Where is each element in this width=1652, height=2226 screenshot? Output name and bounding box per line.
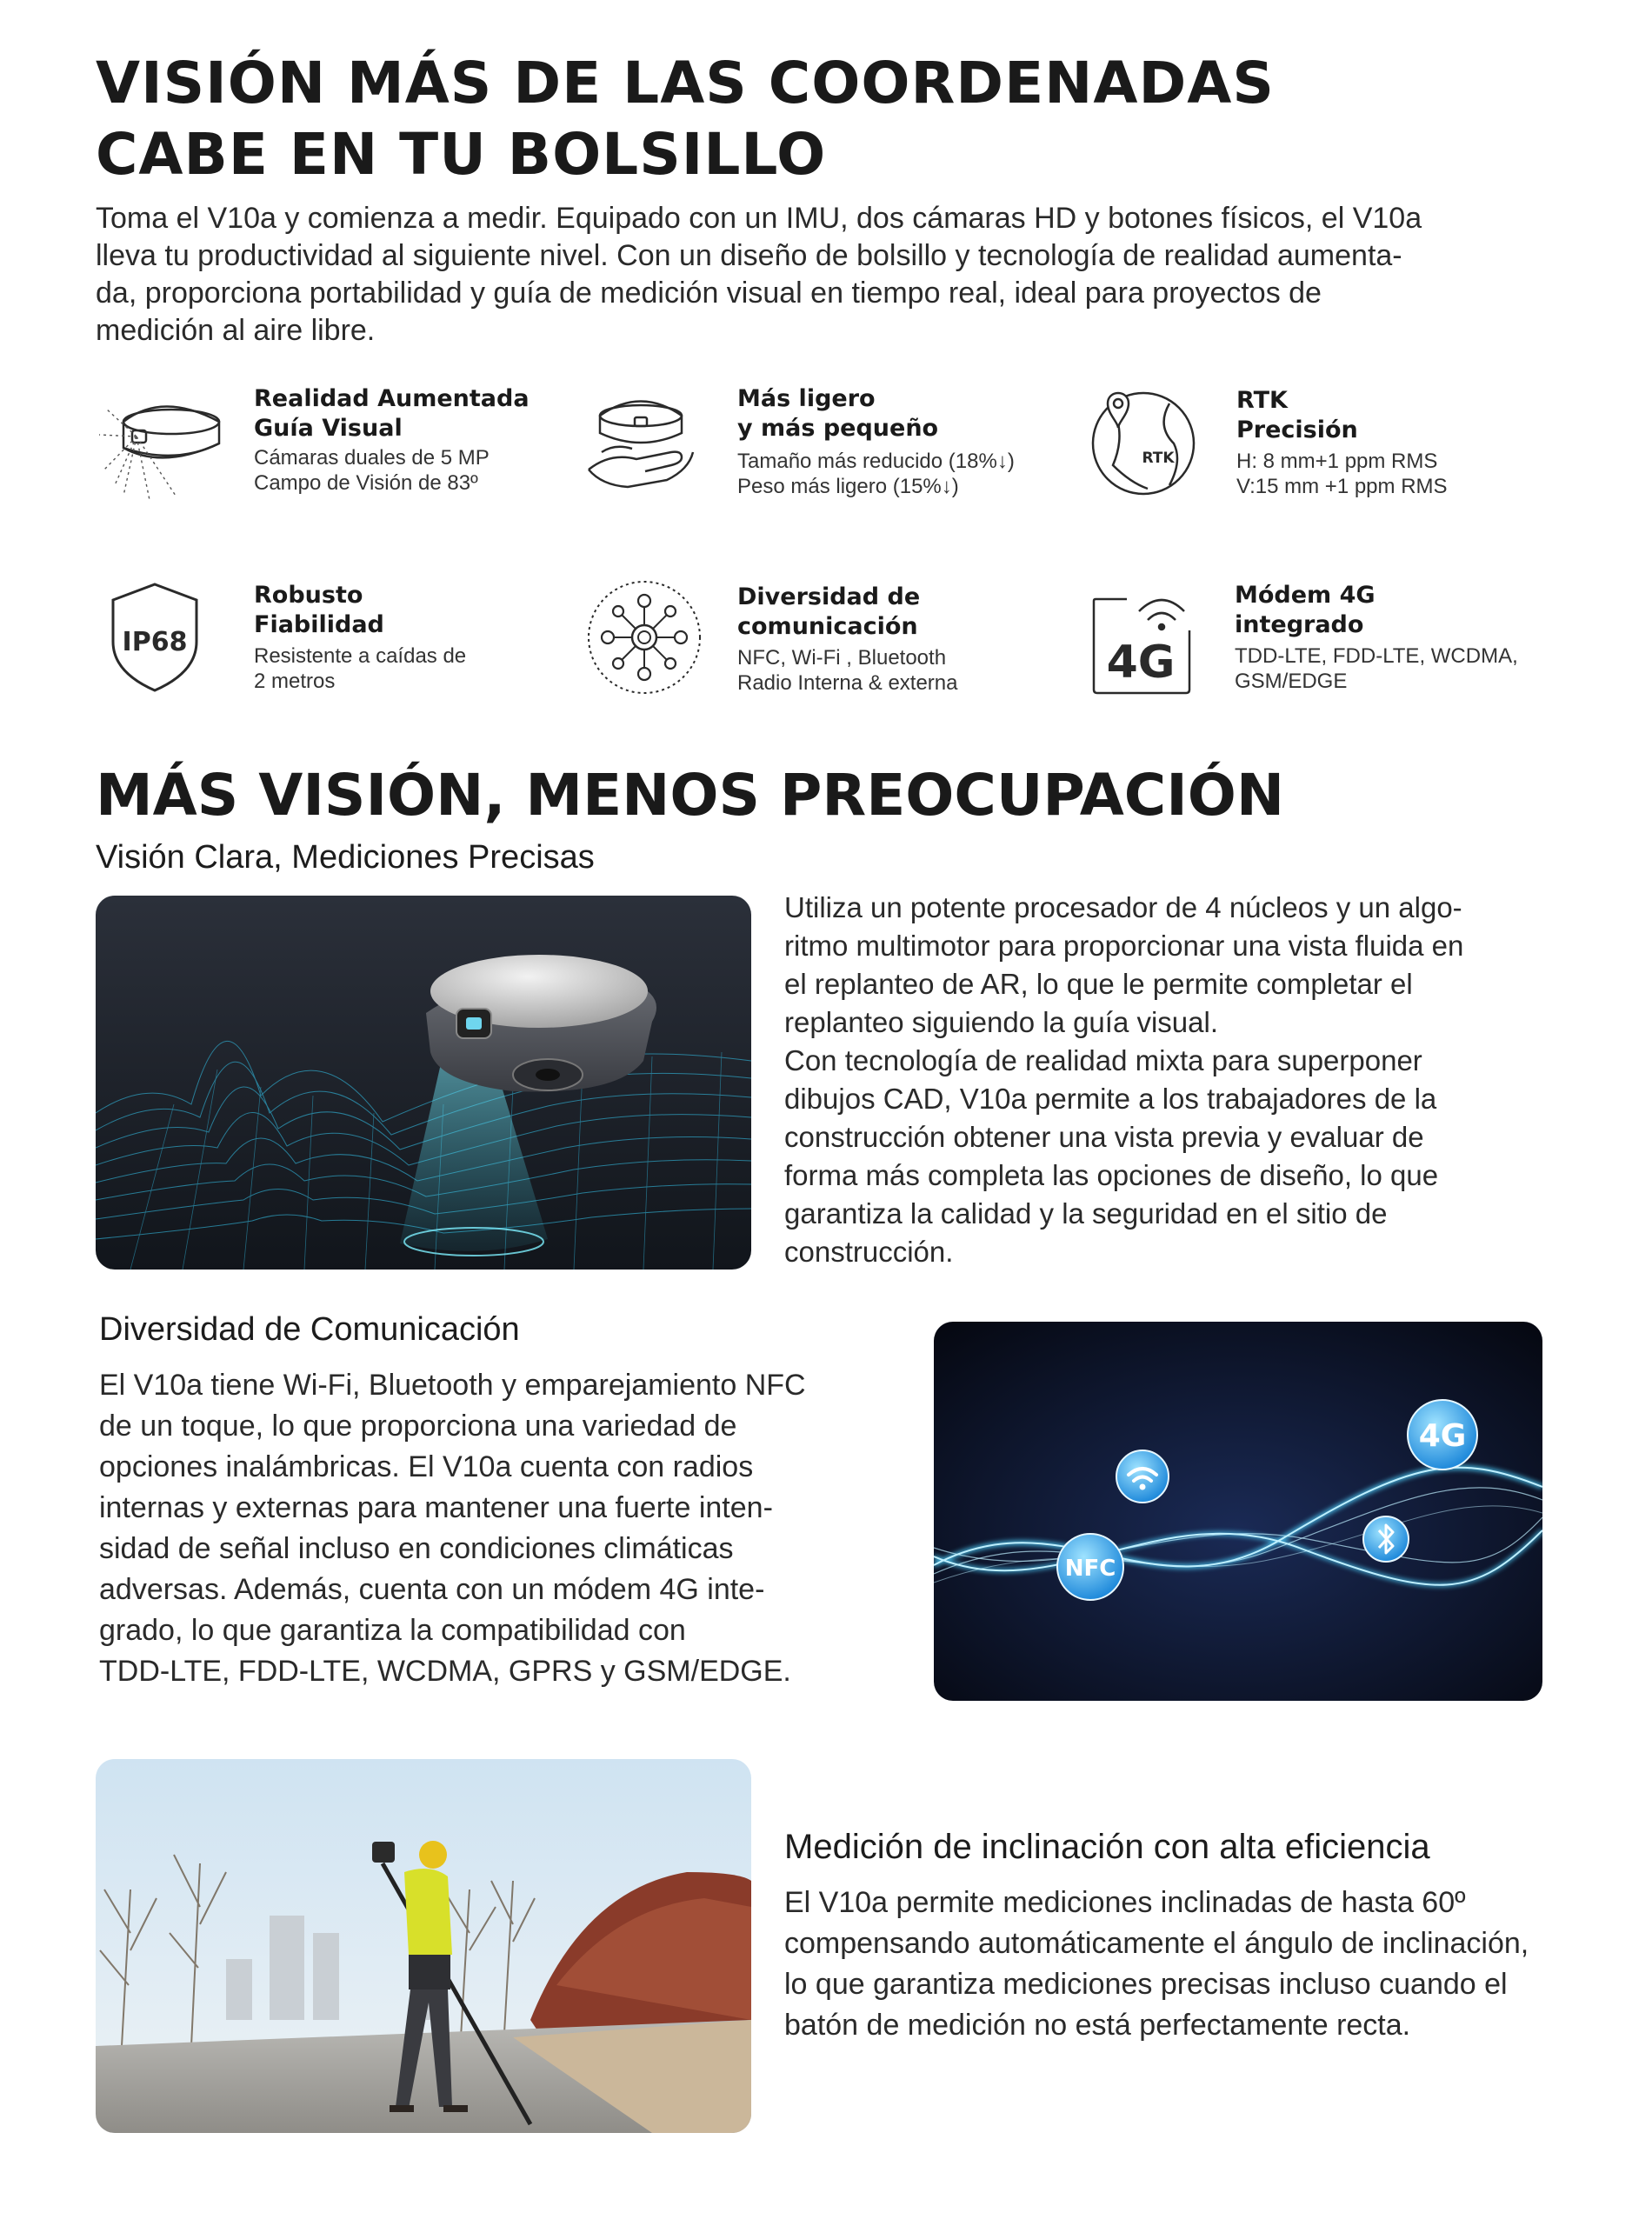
intro-line: Toma el V10a y comienza a medir. Equipado con un IMU, dos cámaras HD y botones físicos, el V10a <box>96 202 1422 235</box>
feature-detail: Tamaño más reducido (18%↓) <box>737 450 1015 473</box>
comm-paragraph <box>99 1365 882 1692</box>
page-title-line-2: CABE EN TU BOLSILLO <box>96 121 827 188</box>
section-title: MÁS VISIÓN, MENOS PREOCUPACIÓN <box>96 762 1285 829</box>
section-subtitle: Visión Clara, Mediciones Precisas <box>96 839 595 876</box>
feature-communication <box>737 583 958 696</box>
vision-line: construcción obtener una vista previa y evaluar de <box>784 1121 1424 1153</box>
feature-detail: NFC, Wi-Fi , Bluetooth <box>737 646 947 670</box>
feature-rtk <box>1236 386 1448 499</box>
feature-detail: Campo de Visión de 83º <box>254 471 478 495</box>
vision-line: garantiza la calidad y la seguridad en el sitio de <box>784 1197 1388 1230</box>
feature-detail: Radio Interna & externa <box>737 671 958 695</box>
comm-line: opciones inalámbricas. El V10a cuenta con radios <box>99 1450 754 1483</box>
feature-title: Realidad Aumentada <box>254 385 530 412</box>
feature-robust <box>254 581 466 694</box>
feature-detail: Cámaras duales de 5 MP <box>254 446 490 470</box>
tilt-section-title: Medición de inclinación con alta eficiencia <box>784 1828 1430 1866</box>
feature-title: Diversidad de <box>737 583 921 610</box>
feature-title: integrado <box>1235 611 1364 638</box>
feature-title: Más ligero <box>737 385 876 412</box>
hand-device-icon <box>584 383 697 500</box>
feature-title: Robusto <box>254 582 363 609</box>
svg-text:RTK: RTK <box>1142 450 1175 467</box>
svg-text:4G: 4G <box>1106 636 1176 689</box>
rtk-globe-icon <box>1087 383 1200 500</box>
feature-detail: V:15 mm +1 ppm RMS <box>1236 475 1448 498</box>
ar-camera-icon <box>97 383 228 504</box>
feature-title: y más pequeño <box>737 415 939 442</box>
tilt-line: batón de medición no está perfectamente recta. <box>784 2009 1411 2042</box>
network-nodes-icon <box>585 578 703 696</box>
feature-title: Módem 4G <box>1235 582 1376 609</box>
feature-detail: 2 metros <box>254 670 336 693</box>
comm-line: internas y externas para mantener una fuerte inten- <box>99 1491 773 1524</box>
feature-detail: H: 8 mm+1 ppm RMS <box>1236 450 1438 473</box>
ar-stakeout-image <box>96 896 751 1270</box>
vision-line: ritmo multimotor para proporcionar una vista fluida en <box>784 930 1464 962</box>
vision-line: dibujos CAD, V10a permite a los trabajadores de la <box>784 1083 1437 1115</box>
page-title-line-1: VISIÓN MÁS DE LAS COORDENADAS <box>96 50 1275 117</box>
4g-modem-icon <box>1090 587 1193 696</box>
feature-title: Fiabilidad <box>254 611 384 638</box>
vision-line: el replanteo de AR, lo que le permite completar el <box>784 968 1413 1000</box>
feature-detail: Resistente a caídas de <box>254 644 467 668</box>
tilt-line: lo que garantiza mediciones precisas incluso cuando el <box>784 1968 1508 2001</box>
intro-line: lleva tu productividad al siguiente nivel. Con un diseño de bolsillo y tecnología de realidad aumenta- <box>96 239 1402 272</box>
svg-text:NFC: NFC <box>1064 1556 1116 1582</box>
comm-line: TDD-LTE, FDD-LTE, WCDMA, GPRS y GSM/EDGE. <box>99 1655 791 1688</box>
svg-text:IP68: IP68 <box>122 627 188 657</box>
feature-title: comunicación <box>737 613 918 640</box>
vision-line: construcción. <box>784 1236 954 1268</box>
vision-line: Utiliza un potente procesador de 4 núcleos y un algo- <box>784 891 1462 923</box>
feature-lighter <box>737 384 1015 499</box>
feature-title: Precisión <box>1236 417 1358 443</box>
tilt-survey-photo <box>96 1759 751 2133</box>
intro-paragraph <box>96 200 1539 350</box>
vision-paragraph <box>784 889 1567 1271</box>
feature-detail: Peso más ligero (15%↓) <box>737 475 959 498</box>
ip68-shield-icon <box>106 581 203 694</box>
comm-line: grado, lo que garantiza la compatibilidad con <box>99 1614 686 1647</box>
comm-line: de un toque, lo que proporciona una variedad de <box>99 1410 737 1443</box>
vision-line: forma más completa las opciones de diseño, lo que <box>784 1159 1439 1191</box>
tilt-line: El V10a permite mediciones inclinadas de hasta 60º <box>784 1886 1466 1919</box>
communication-waves-image <box>934 1322 1542 1701</box>
vision-line: replanteo siguiendo la guía visual. <box>784 1006 1219 1038</box>
comm-section-title: Diversidad de Comunicación <box>99 1311 520 1348</box>
intro-line: da, proporciona portabilidad y guía de medición visual en tiempo real, ideal para proyectos de <box>96 277 1322 310</box>
feature-4g <box>1235 581 1518 694</box>
intro-line: medición al aire libre. <box>96 314 376 347</box>
tilt-paragraph <box>784 1883 1619 2046</box>
feature-title: Guía Visual <box>254 415 403 442</box>
feature-detail: TDD-LTE, FDD-LTE, WCDMA, <box>1235 644 1518 668</box>
comm-line: adversas. Además, cuenta con un módem 4G inte- <box>99 1573 765 1606</box>
feature-title: RTK <box>1236 387 1288 414</box>
tilt-line: compensando automáticamente el ángulo de inclinación, <box>784 1927 1529 1960</box>
feature-detail: GSM/EDGE <box>1235 670 1348 693</box>
comm-line: sidad de señal incluso en condiciones climáticas <box>99 1532 734 1565</box>
svg-text:4G: 4G <box>1418 1418 1467 1454</box>
comm-line: El V10a tiene Wi-Fi, Bluetooth y emparejamiento NFC <box>99 1369 806 1402</box>
vision-line: Con tecnología de realidad mixta para superponer <box>784 1044 1422 1076</box>
feature-ar <box>254 384 530 496</box>
